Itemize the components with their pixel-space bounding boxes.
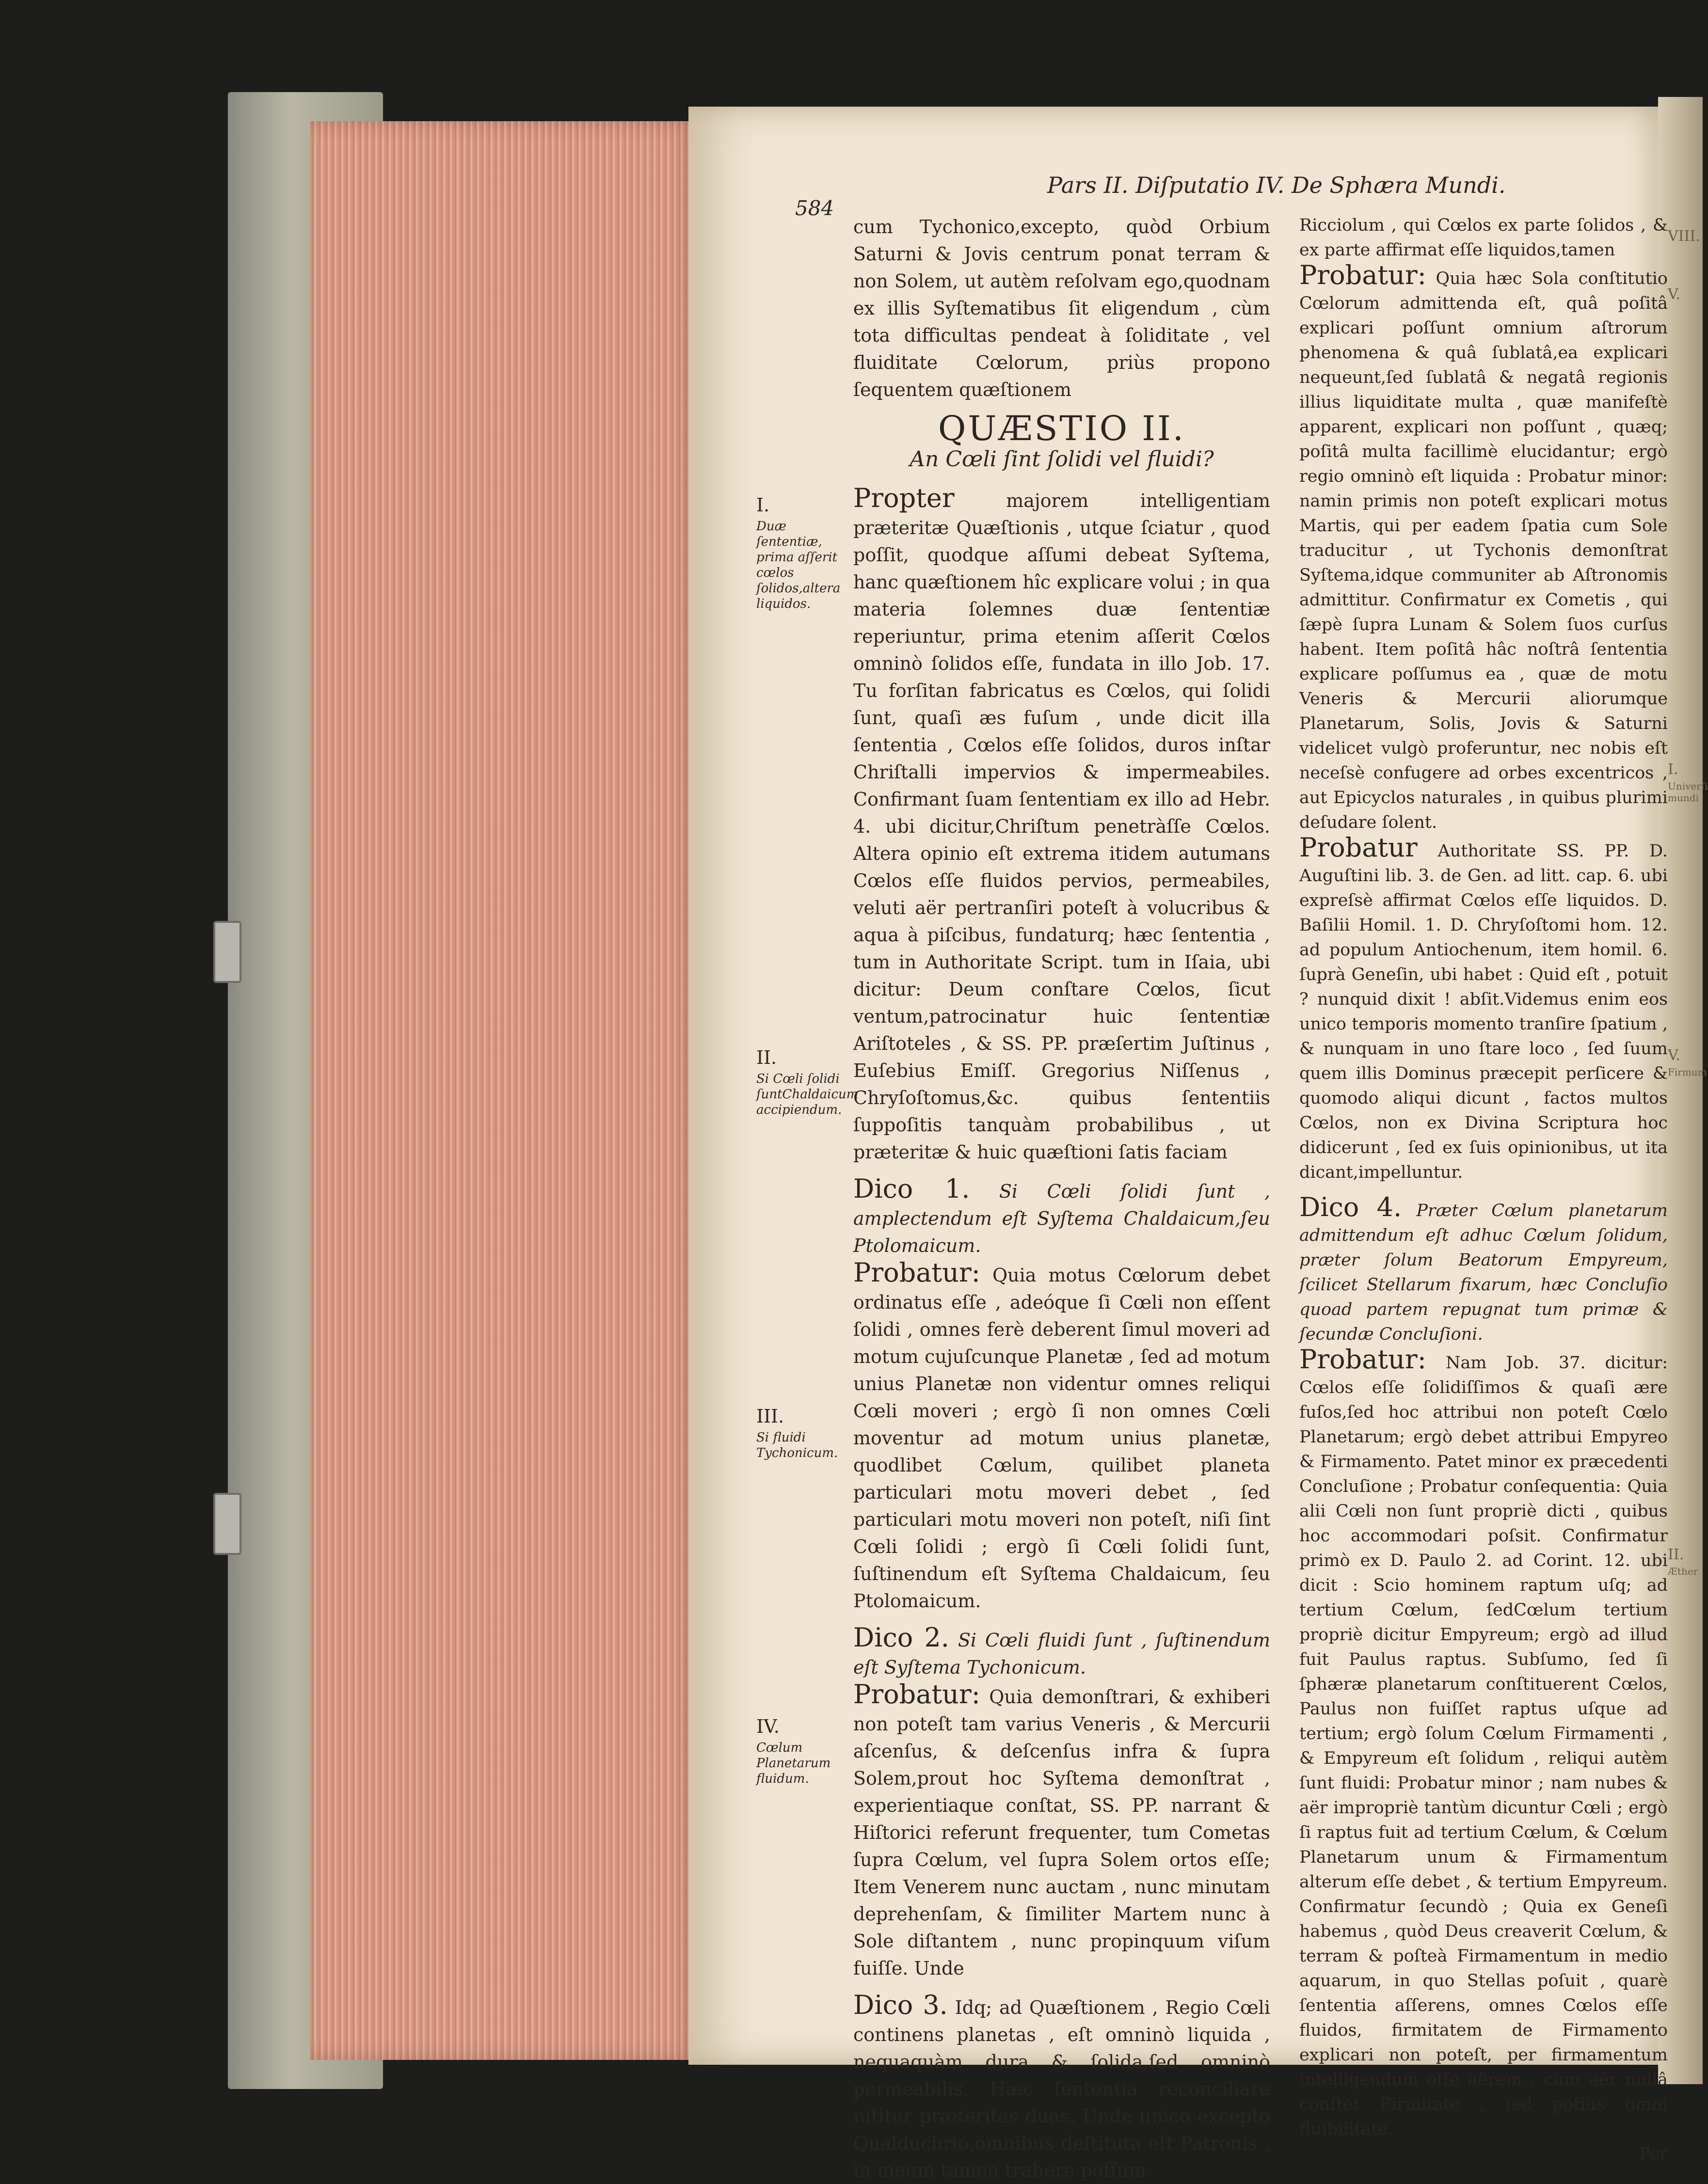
lead-word: Dico 3. [853, 1990, 948, 2020]
paragraph-text: Quia motus Cœlorum debet ordinatus eſſe , adeóque ſi Cœli non eſſent ſolidi , omnes ferè deberent ſimul moveri ad motum cujuſcunque Planetæ , ſed ad motum unius Planetæ non videntur omnes reliqui Cœli moveri ; ergò ſi non omnes Cœli moventur ad motum unius planetæ, quodlibet Cœlum, quilibet planeta particulari motu moveri debet , ſed particulari motu moveri non poteſt, niſi ſint Cœli ſolidi ; ergò ſi Cœli ſolidi ſunt, ſuſtinendum eſt Syſtema Chaldaicum, ſeu Ptolomaicum. [853, 1265, 1270, 1612]
paragraph-probatur2 [853, 1681, 1270, 1982]
page-number: 584 [795, 196, 834, 220]
question-subtitle: An Cœli ſint ſolidi vel fluidi? [910, 447, 1214, 472]
lead-word: Probatur: [853, 1679, 980, 1709]
catchword: Per [1639, 2144, 1668, 2164]
paragraph-text: Idq; ad Quæſtionem , Regio Cœli continens planetas , eſt omninò liquida , nequaquàm dura & ſolida,ſed omninò permeabilis. Hæc ſententia reconciliare nititur præteritas duas. Unde unico excepto Qualduchrio,omnibus deſtituta eſt Patronis , in meum tamen trahere poſſum [853, 1997, 1270, 2181]
intro-text: Ricciolum , qui Cœlos ex parte ſolidos , & ex parte affirmat eſſe liquidos,tamen [1299, 216, 1668, 260]
paragraph-text: Authoritate SS. PP. D. Auguſtini lib. 3. de Gen. ad litt. cap. 6. ubi expreſsè affirmat Cœlos eſſe liquidos. D. Baſilii Homil. 1. D. Chryſoſtomi hom. 12. ad populum Antiochenum, item homil. 6. ſuprà Geneſin, ubi habet : Quid eſt , potuit ? nunquid dixit ! abſit.Videmus enim eos unico temporis momento tranſire ſpatium , & nunquam in uno ſtare loco , ſed ſuum quem illis Dominus præcepit perſicere & quomodo aliqui dicunt , factos multos Cœlos, non ex Divina Scriptura hoc didicerunt , ſed ex ſuis opinionibus, ut ita dicant,impelluntur. [1299, 841, 1668, 1182]
lead-word: Dico 1. [853, 1173, 970, 1204]
paragraph-text: Si Cœli ſolidi ſunt , amplectendum eſt Syſtema Chaldaicum,ſeu Ptolomaicum. [853, 1181, 1270, 1256]
facing-page-note: V. [1668, 1047, 1680, 1064]
margin-number: IV. [756, 1716, 780, 1737]
lead-word: Probatur [1299, 832, 1418, 863]
paragraph-text: Quia demonſtrari, & exhiberi non poteſt tam varius Veneris , & Mercurii aſcenſus, & deſcenſus infra & ſupra Solem,prout hoc Syſtema demonſtrat , experientiaque conſtat, SS. PP. narrant & Hiſtorici referunt frequenter, tum Cometas ſupra Cœlum, vel ſupra Solem ortos eſſe; Item Venerem nunc auctam , nunc minutam deprehenſam, & ſimiliter Martem nunc à Sole diſtantem , nunc propinquum viſum fuiſſe. Unde [853, 1686, 1270, 1979]
paragraph-text: Præter Cœlum planetarum admittendum eſt adhuc Cœlum ſolidum, præter ſolum Beatorum Empyreum, ſcilicet Stellarum fixarum, hæc Concluſio quoad partem repugnat tum primæ & ſecundæ Concluſioni. [1299, 1201, 1668, 1344]
paragraph-probatur1 [853, 1259, 1270, 1614]
paragraph-dico2 [853, 1624, 1270, 1681]
left-column [853, 213, 1270, 2184]
page-edges [310, 121, 698, 2060]
lead-word: Probatur: [1299, 260, 1426, 290]
running-title: Pars II. Diſputatio IV. De Sphæra Mundi. [1047, 172, 1506, 198]
lead-word: Dico 4. [1299, 1192, 1402, 1222]
book-clasp [213, 921, 241, 983]
lead-word: Propter [853, 483, 955, 513]
paragraph-dico4 [1299, 1192, 1668, 1347]
facing-page-note: II. [1668, 1546, 1684, 1563]
paragraph-text: Quia hæc Sola conſtitutio Cœlorum admittenda eſt, quâ poſitâ explicari poſſunt omnium aſtrorum phenomena & quâ ſublatâ,ea explicari nequeunt,ſed ſublatâ & negatâ regionis illius liquiditate multa , quæ manifeſtè apparent, explicari non poſſunt , quæq; poſitâ multa facillimè elucidantur; ergò regio omninò eſt liquida : Probatur minor: namin primis non poteſt explicari motus Martis, qui per eadem ſpatia cum Sole traducitur , ut Tychonis demonſtrat Syſtema,idque communiter ab Aſtronomis admittitur. Confirmatur ex Cometis , qui ſæpè ſupra Lunam & Solem ſuos curſus habent. Item poſitâ hâc noſtrâ ſententia explicare poſſumus ea , quæ de motu Veneris & Mercurii aliorumque Planetarum, Solis, Jovis & Saturni videlicet vulgò proferuntur, nec nobis eſt neceſsè confugere ad orbes excentricos , aut Epicyclos naturales , in quibus plurimi deſudare ſolent. [1299, 269, 1668, 832]
margin-note: Duæ ſententiæ, prima aſſerit cœlos ſolidos,altera liquidos. [756, 519, 841, 611]
book-clasp [213, 1493, 241, 1555]
paragraph-text: Nam Job. 37. dicitur: Cœlos eſſe ſolidiſſimos & quaſi ære fuſos,ſed hoc attribui non poteſt Cœlo Planetarum; ergò debet attribui Empyreo & Firmamento. Patet minor ex præcedenti Concluſione ; Probatur conſequentia: Quia alii Cœli non ſunt propriè dicti , quibus hoc accommodari poſsit. Confirmatur primò ex D. Paulo 2. ad Corint. 12. ubi dicit : Scio hominem raptum uſq; ad tertium Cœlum, ſedCœlum tertium propriè dicitur Empyreum; ergò ad illud fuit Paulus raptus. Subſumo, ſed ſi ſphæræ planetarum conſtituerent Cœlos, Paulus non fuiſſet raptus uſque ad tertium; ergò ſolum Cœlum Firmamenti , & Empyreum eſt ſolidum , reliqui autèm ſunt fluidi: Probatur minor ; nam nubes & aër impropriè tantùm dicuntur Cœli ; ergò ſi raptus fuit ad tertium Cœlum, & Cœlum Planetarum unum & Firmamentum alterum eſſe debet , & tertium Empyreum. Confirmatur ſecundò ; Quia ex Geneſi habemus , quòd Deus creaverit Cœlum, & terram & poſteà Firmamentum in medio aquarum, in quo Stellas poſuit , quarè ſententia aſſerens, omnes Cœlos eſſe fluidos, firmitatem de Firmamento explicari non poteſt, per firmamentum intelligendum eſſe aërem , cùm aër nullâ conſtet Firmitate , ſed potiùs omni fluibilitate. [1299, 1353, 1668, 2139]
lead-word: Probatur: [1299, 1344, 1426, 1375]
margin-number: III. [756, 1406, 784, 1427]
paragraph-probatur4 [1299, 832, 1668, 1185]
paragraph-dico1 [853, 1175, 1270, 1259]
paragraph-text: majorem intelligentiam præteritæ Quæſtionis , utque ſciatur , quod poſſit, quodque aſſumi debeat Syſtema, hanc quæſtionem hîc explicare volui ; in qua materia ſolemnes duæ ſententiæ reperiuntur, prima etenim aſſerit Cœlos omninò ſolidos eſſe, fundata in illo Job. 17. Tu forſitan fabricatus es Cœlos, qui ſolidi ſunt, quaſi æs fuſum , unde dicit illa ſententia , Cœlos eſſe ſolidos, duros inſtar Chriſtalli impervios & impermeabiles. Confirmant ſuam ſententiam ex illo ad Hebr. 4. ubi dicitur,Chriſtum penetràſſe Cœlos. Altera opinio eſt extrema itidem autumans Cœlos eſſe fluidos pervios, permeabiles, veluti aër pertranſiri poteſt à volucribus & aqua à piſcibus, fundaturq; hæc ſententia , tum in Authoritate Script. tum in Iſaia, ubi dicitur: Deum conſtare Cœlos, ſicut ventum,patrocinatur huic ſententiæ Ariſtoteles , & SS. PP. præſertim Juſtinus , Euſebius Emiſſ. Gregorius Niſſenus , Chryſoſtomus,&c. quibus ſententiis ſuppoſitis tanquàm probabilibus , ut præteritæ & huic quæſtioni ſatis faciam [853, 490, 1270, 1163]
paragraph-dico3 [853, 1992, 1270, 2184]
margin-number: I. [756, 494, 770, 516]
paragraph-probatur3 [1299, 260, 1668, 835]
margin-note: Si fluidi Tychonicum. [756, 1430, 838, 1460]
margin-note: Si Cœli ſolidi ſuntChaldaicum accipiendum. [756, 1072, 859, 1117]
margin-number: II. [756, 1047, 777, 1068]
paragraph-propter [853, 485, 1270, 1166]
facing-page-note: Univerſi mundi [1668, 780, 1708, 804]
question-title: QUÆSTIO II. [938, 409, 1185, 448]
lead-word: Probatur: [853, 1257, 980, 1288]
lead-word: Dico 2. [853, 1622, 949, 1653]
facing-page-note: Æther [1668, 1566, 1698, 1577]
paragraph-text: Si Cœli fluidi ſunt , ſuſtinendum eſt Syſtema Tychonicum. [853, 1630, 1270, 1678]
facing-page-note: VIII. [1668, 228, 1700, 245]
intro-text: cum Tychonico,excepto, quòd Orbium Saturni & Jovis centrum ponat terram & non Solem, ut autèm reſolvam ego,quodnam ex illis Syſtematibus ſit eligendum , cùm tota difficultas pendeat à ſoliditate , vel fluiditate Cœlorum, priùs propono ſequentem quæſtionem [853, 216, 1270, 400]
margin-note: Cœlum Planetarum fluidum. [756, 1741, 831, 1786]
facing-page-note: I. [1668, 761, 1678, 778]
facing-page-note: V. [1668, 286, 1680, 303]
right-column [1299, 213, 1668, 2167]
paragraph-probatur5 [1299, 1344, 1668, 2142]
facing-page-note: Firmum [1668, 1066, 1707, 1078]
